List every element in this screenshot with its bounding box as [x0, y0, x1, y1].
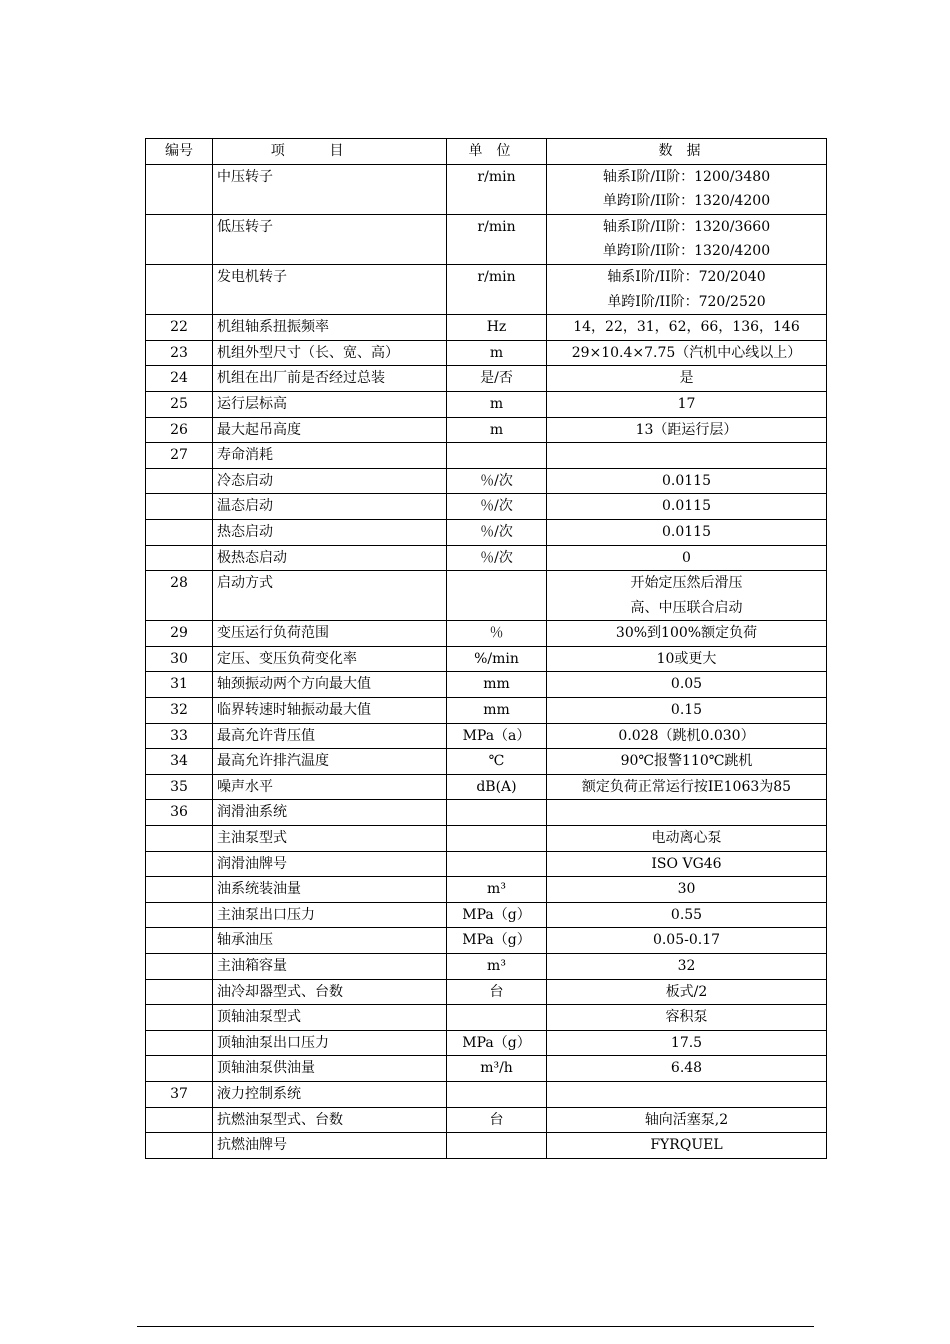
row-unit: m³ [447, 954, 547, 980]
row-unit: Hz [447, 315, 547, 341]
row-data-line: 29×10.4×7.75（汽机中心线以上） [571, 344, 802, 361]
table-row [146, 1107, 827, 1133]
row-data [547, 1133, 827, 1159]
row-data [547, 468, 827, 494]
row-data-line: 轴系Ⅰ阶/II阶：1320/3660 [602, 218, 771, 235]
row-data-line: 开始定压然后滑压 [630, 575, 743, 592]
table-row [146, 646, 827, 672]
row-data [547, 877, 827, 903]
row-unit: m³/h [447, 1056, 547, 1082]
row-number: 37 [146, 1081, 213, 1107]
table-row [146, 164, 827, 214]
table-row [146, 774, 827, 800]
row-item: 机组轴系扭振频率 [213, 315, 447, 341]
table-row [146, 1133, 827, 1159]
table-row [146, 1005, 827, 1031]
row-number [146, 928, 213, 954]
table-row [146, 902, 827, 928]
row-data-line: 0.55 [670, 906, 703, 923]
row-number [146, 979, 213, 1005]
row-unit: m [447, 340, 547, 366]
row-number: 23 [146, 340, 213, 366]
table-row [146, 366, 827, 392]
row-unit: mm [447, 698, 547, 724]
table-row [146, 979, 827, 1005]
table-row [146, 851, 827, 877]
table-row [146, 1056, 827, 1082]
row-unit: MPa（g） [447, 928, 547, 954]
row-number: 34 [146, 749, 213, 775]
row-data-line: 13（距运行层） [635, 421, 738, 438]
row-unit: r/min [447, 214, 547, 264]
row-unit [447, 571, 547, 621]
table-row [146, 672, 827, 698]
row-number: 31 [146, 672, 213, 698]
row-number: 35 [146, 774, 213, 800]
row-number [146, 519, 213, 545]
row-unit [447, 1081, 547, 1107]
row-number [146, 1030, 213, 1056]
row-item: 润滑油系统 [213, 800, 447, 826]
row-data [547, 1005, 827, 1031]
row-data-line: 额定负荷正常运行按IE1063为85 [581, 778, 792, 795]
row-unit: %/min [447, 646, 547, 672]
table-row [146, 1081, 827, 1107]
row-item: 运行层标高 [213, 391, 447, 417]
row-data [547, 264, 827, 314]
row-item: 油冷却器型式、台数 [213, 979, 447, 1005]
row-number [146, 1056, 213, 1082]
row-data [547, 494, 827, 520]
row-unit [447, 443, 547, 469]
row-number: 25 [146, 391, 213, 417]
table-row [146, 468, 827, 494]
row-data-line: 轴系Ⅰ阶/II阶：1200/3480 [602, 168, 771, 185]
row-number [146, 1107, 213, 1133]
table-row [146, 519, 827, 545]
row-data [547, 366, 827, 392]
row-data [547, 979, 827, 1005]
header-no: 编号 [146, 139, 213, 165]
row-data-line: 32 [677, 958, 696, 974]
row-unit: ％/次 [447, 468, 547, 494]
table-row [146, 315, 827, 341]
row-unit [447, 800, 547, 826]
row-data [547, 164, 827, 214]
row-data [547, 723, 827, 749]
row-number [146, 851, 213, 877]
row-data-line: 10或更大 [656, 650, 717, 667]
row-data-line [551, 1082, 822, 1107]
row-item: 顶轴油泵供油量 [213, 1056, 447, 1082]
row-item: 液力控制系统 [213, 1081, 447, 1107]
row-number [146, 494, 213, 520]
table-row [146, 698, 827, 724]
table-row [146, 391, 827, 417]
row-data-line: 6.48 [670, 1060, 703, 1077]
header-data: 数据 [547, 139, 827, 165]
row-number [146, 1133, 213, 1159]
row-data-line: 0.15 [670, 702, 703, 719]
row-data [547, 800, 827, 826]
row-number [146, 545, 213, 571]
row-data [547, 749, 827, 775]
row-data-line [551, 800, 822, 825]
row-data-line: 电动离心泵 [651, 830, 722, 847]
row-number: 36 [146, 800, 213, 826]
row-number [146, 468, 213, 494]
row-data [547, 851, 827, 877]
table-row [146, 877, 827, 903]
table-row [146, 264, 827, 314]
row-data-line: 0.028（跳机0.030） [618, 727, 755, 744]
row-data-line: 容积泵 [665, 1009, 708, 1026]
row-number: 32 [146, 698, 213, 724]
row-unit: ％/次 [447, 545, 547, 571]
row-item: 抗燃油牌号 [213, 1133, 447, 1159]
row-data [547, 315, 827, 341]
row-unit: 台 [447, 979, 547, 1005]
row-data-line: 30 [677, 881, 696, 898]
row-data-line: 17.5 [670, 1034, 703, 1051]
row-data-line: 单跨Ⅰ阶/II阶：720/2520 [607, 293, 766, 310]
row-item: 温态启动 [213, 494, 447, 520]
table-row [146, 214, 827, 264]
row-data-line: 14，22，31，62，66，136，146 [573, 319, 800, 336]
row-unit: MPa（a） [447, 723, 547, 749]
row-data [547, 698, 827, 724]
row-data-line: 0.05 [670, 676, 703, 693]
row-data [547, 519, 827, 545]
row-item: 油系统装油量 [213, 877, 447, 903]
row-item: 抗燃油泵型式、台数 [213, 1107, 447, 1133]
row-number: 28 [146, 571, 213, 621]
row-unit: m [447, 391, 547, 417]
row-unit [447, 1133, 547, 1159]
row-data-line: 是 [679, 370, 694, 387]
row-number: 26 [146, 417, 213, 443]
row-data-line: 0.05-0.17 [652, 932, 721, 949]
row-unit: ％ [447, 621, 547, 647]
table-row [146, 826, 827, 852]
row-data-line: 0.0115 [662, 472, 711, 489]
table-row [146, 723, 827, 749]
row-number [146, 214, 213, 264]
row-item: 发电机转子 [213, 264, 447, 314]
row-data-line: 单跨Ⅰ阶/II阶：1320/4200 [602, 193, 771, 210]
row-unit: 是/否 [447, 366, 547, 392]
row-data [547, 391, 827, 417]
row-data [547, 214, 827, 264]
row-item: 冷态启动 [213, 468, 447, 494]
row-item: 轴颈振动两个方向最大值 [213, 672, 447, 698]
row-data [547, 826, 827, 852]
row-data-line: 0 [682, 549, 691, 566]
row-number: 27 [146, 443, 213, 469]
table-row [146, 1030, 827, 1056]
row-item: 最大起吊高度 [213, 417, 447, 443]
row-data-line: FYRQUEL [650, 1137, 723, 1154]
row-number [146, 264, 213, 314]
row-item: 最高允许背压值 [213, 723, 447, 749]
row-item: 寿命消耗 [213, 443, 447, 469]
table-row [146, 340, 827, 366]
row-unit: m³ [447, 877, 547, 903]
row-item: 机组外型尺寸（长、宽、高） [213, 340, 447, 366]
table-body [146, 164, 827, 1158]
row-unit: r/min [447, 164, 547, 214]
table-row [146, 545, 827, 571]
row-data [547, 1081, 827, 1107]
row-data-line: 轴向活塞泵,2 [644, 1111, 729, 1128]
row-number [146, 902, 213, 928]
row-data-line: 17 [677, 395, 696, 412]
row-number [146, 877, 213, 903]
row-item: 润滑油牌号 [213, 851, 447, 877]
row-item: 主油箱容量 [213, 954, 447, 980]
row-number: 29 [146, 621, 213, 647]
header-unit: 单位 [447, 139, 547, 165]
table-row [146, 417, 827, 443]
row-number: 33 [146, 723, 213, 749]
header-item: 项目 [213, 139, 447, 165]
table-row [146, 621, 827, 647]
row-item: 启动方式 [213, 571, 447, 621]
row-item: 顶轴油泵出口压力 [213, 1030, 447, 1056]
row-unit: ％/次 [447, 494, 547, 520]
row-item: 主油泵出口压力 [213, 902, 447, 928]
table-row [146, 800, 827, 826]
row-unit: ℃ [447, 749, 547, 775]
row-number [146, 826, 213, 852]
row-data [547, 443, 827, 469]
row-data-line: 0.0115 [662, 523, 711, 540]
table-row [146, 749, 827, 775]
row-unit: MPa（g） [447, 902, 547, 928]
row-data [547, 1056, 827, 1082]
row-unit: mm [447, 672, 547, 698]
row-data [547, 672, 827, 698]
row-item: 最高允许排汽温度 [213, 749, 447, 775]
row-data [547, 417, 827, 443]
row-data [547, 1030, 827, 1056]
row-item: 热态启动 [213, 519, 447, 545]
spec-table [145, 138, 827, 1159]
row-number [146, 1005, 213, 1031]
row-item: 机组在出厂前是否经过总装 [213, 366, 447, 392]
row-unit: ％/次 [447, 519, 547, 545]
row-item: 轴承油压 [213, 928, 447, 954]
row-data [547, 774, 827, 800]
row-data-line: 轴系Ⅰ阶/II阶：720/2040 [607, 268, 766, 285]
row-data [547, 545, 827, 571]
row-data [547, 1107, 827, 1133]
row-item: 定压、变压负荷变化率 [213, 646, 447, 672]
row-item: 低压转子 [213, 214, 447, 264]
row-item: 变压运行负荷范围 [213, 621, 447, 647]
row-data-line: 高、中压联合启动 [630, 599, 743, 616]
row-unit: MPa（g） [447, 1030, 547, 1056]
row-data-line: 90℃报警110℃跳机 [620, 753, 753, 770]
row-unit [447, 851, 547, 877]
row-number [146, 164, 213, 214]
row-number: 22 [146, 315, 213, 341]
row-data-line: 30%到100%额定负荷 [615, 625, 758, 642]
row-item: 主油泵型式 [213, 826, 447, 852]
row-data [547, 571, 827, 621]
table-row [146, 928, 827, 954]
row-item: 临界转速时轴振动最大值 [213, 698, 447, 724]
table-row [146, 494, 827, 520]
row-data [547, 954, 827, 980]
row-data-line: ISO VG46 [651, 855, 722, 872]
table-row [146, 954, 827, 980]
footer-rule [137, 1326, 814, 1327]
row-unit: dB(A) [447, 774, 547, 800]
row-number: 30 [146, 646, 213, 672]
row-unit [447, 1005, 547, 1031]
row-number [146, 954, 213, 980]
row-data-line: 板式/2 [665, 983, 708, 1000]
row-unit: r/min [447, 264, 547, 314]
row-data [547, 646, 827, 672]
row-unit: 台 [447, 1107, 547, 1133]
row-data [547, 902, 827, 928]
row-data [547, 621, 827, 647]
row-data [547, 928, 827, 954]
row-unit: m [447, 417, 547, 443]
row-data-line: 单跨Ⅰ阶/II阶：1320/4200 [602, 243, 771, 260]
row-item: 极热态启动 [213, 545, 447, 571]
row-unit [447, 826, 547, 852]
header-row [146, 139, 827, 165]
row-data-line: 0.0115 [662, 498, 711, 515]
row-number: 24 [146, 366, 213, 392]
table-row [146, 571, 827, 621]
row-item: 顶轴油泵型式 [213, 1005, 447, 1031]
row-data-line [551, 443, 822, 468]
row-data [547, 340, 827, 366]
row-item: 噪声水平 [213, 774, 447, 800]
row-item: 中压转子 [213, 164, 447, 214]
table-row [146, 443, 827, 469]
